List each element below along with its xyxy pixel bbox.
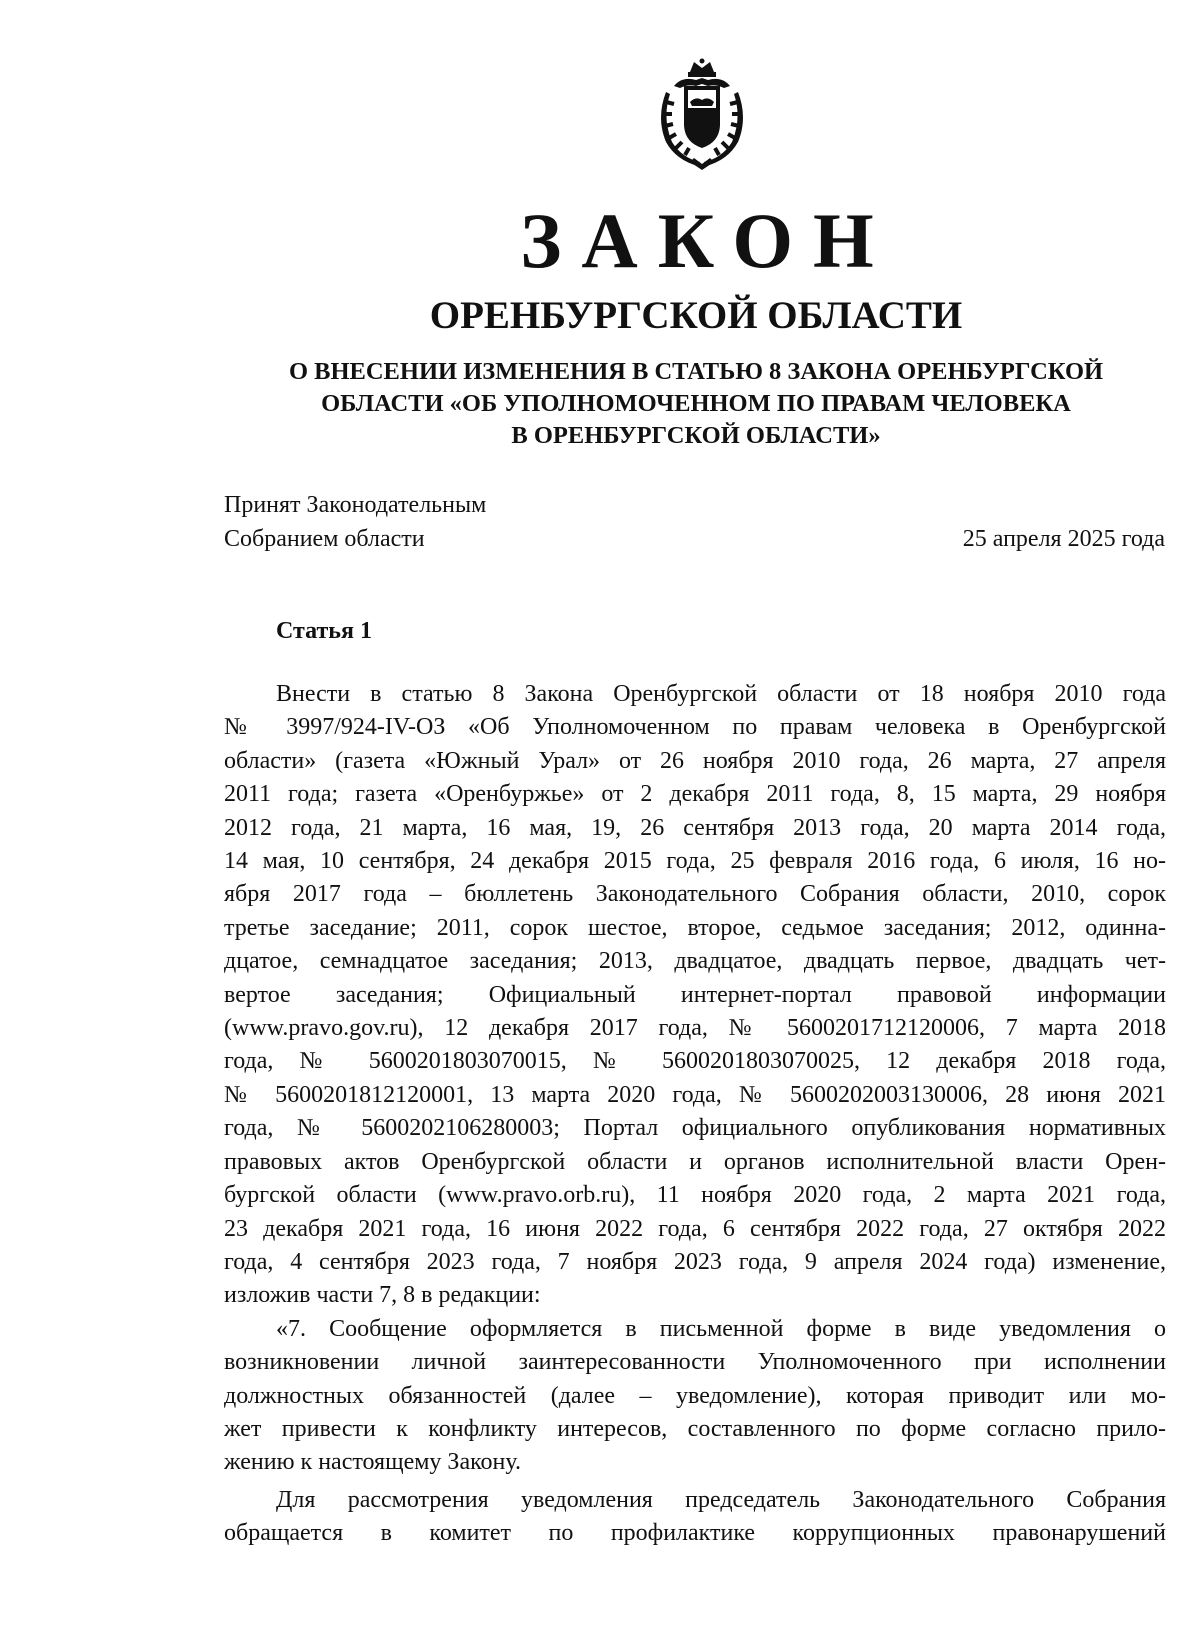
text-line: жению к настоящему Закону. xyxy=(224,1449,521,1476)
text-line: возникновении личной заинтересованности Уполномоченного при исполнении xyxy=(224,1349,1166,1376)
text-line: года, 4 сентября 2023 года, 7 ноября 2023 года, 9 апреля 2024 года) изменение, xyxy=(224,1248,1166,1275)
text-line: третье заседание; 2011, сорок шестое, второе, седьмое заседания; 2012, одинна- xyxy=(224,914,1166,941)
text-line: года, № 5600201803070015, № 5600201803070025, 12 декабря 2018 года, xyxy=(224,1048,1166,1075)
subject-line: ОБЛАСТИ «ОБ УПОЛНОМОЧЕННОМ ПО ПРАВАМ ЧЕЛОВЕКА xyxy=(321,390,1071,417)
text-line: № 3997/924-IV-ОЗ «Об Уполномоченном по правам человека в Оренбургской xyxy=(224,714,1166,741)
text-line: 2011 года; газета «Оренбуржье» от 2 декабря 2011 года, 8, 15 марта, 29 ноября xyxy=(224,781,1166,808)
text-line: должностных обязанностей (далее – уведомление), которая приводит или мо- xyxy=(224,1382,1166,1409)
adoption-line: Принят Законодательным xyxy=(224,492,487,518)
text-line: «7. Сообщение оформляется в письменной форме в виде уведомления о xyxy=(276,1315,1166,1342)
adoption-date: 25 апреля 2025 года xyxy=(962,526,1165,552)
text-line: вертое заседания; Официальный интернет-портал правовой информации xyxy=(224,981,1166,1008)
article-heading: Статья 1 xyxy=(276,618,372,644)
text-line: изложив части 7, 8 в редакции: xyxy=(224,1282,541,1309)
region-title: ОРЕНБУРГСКОЙ ОБЛАСТИ xyxy=(429,294,963,337)
text-line: правовых актов Оренбургской области и органов исполнительной власти Орен- xyxy=(224,1148,1166,1175)
law-subject xyxy=(214,356,1178,452)
adoption-line: Собранием области xyxy=(224,526,425,552)
text-line: 2012 года, 21 марта, 16 мая, 19, 26 сентября 2013 года, 20 марта 2014 года, xyxy=(224,814,1166,841)
paragraph-2 xyxy=(224,1313,1166,1480)
coat-of-arms-emblem xyxy=(652,58,752,172)
adoption-note xyxy=(224,488,486,556)
law-title: ЗАКОН xyxy=(520,197,894,284)
text-line: Внести в статью 8 Закона Оренбургской области от 18 ноября 2010 года xyxy=(276,681,1166,707)
paragraph-3 xyxy=(224,1484,1166,1551)
text-line: № 5600201812120001, 13 марта 2020 года, № 5600202003130006, 28 июня 2021 xyxy=(224,1081,1166,1108)
text-line: 23 декабря 2021 года, 16 июня 2022 года, 6 сентября 2022 года, 27 октября 2022 xyxy=(224,1215,1166,1242)
text-line: обращается в комитет по профилактике коррупционных правонарушений xyxy=(224,1520,1166,1547)
paragraph-1 xyxy=(224,678,1166,1313)
text-line: 14 мая, 10 сентября, 24 декабря 2015 года, 25 февраля 2016 года, 6 июля, 16 но- xyxy=(224,848,1166,875)
text-line: ября 2017 года – бюллетень Законодательного Собрания области, 2010, сорок xyxy=(224,881,1166,908)
text-line: дцатое, семнадцатое заседания; 2013, двадцатое, двадцать первое, двадцать чет- xyxy=(224,948,1166,975)
subject-line: О ВНЕСЕНИИ ИЗМЕНЕНИЯ В СТАТЬЮ 8 ЗАКОНА ОРЕНБУРГСКОЙ xyxy=(288,358,1104,385)
text-line: (www.pravo.gov.ru), 12 декабря 2017 года, № 5600201712120006, 7 марта 2018 xyxy=(224,1015,1166,1042)
text-line: бургской области (www.pravo.orb.ru), 11 ноября 2020 года, 2 марта 2021 года, xyxy=(224,1182,1166,1209)
text-line: года, № 5600202106280003; Портал официального опубликования нормативных xyxy=(224,1115,1166,1142)
text-line: области» (газета «Южный Урал» от 26 ноября 2010 года, 26 марта, 27 апреля xyxy=(224,747,1166,774)
subject-line: В ОРЕНБУРГСКОЙ ОБЛАСТИ» xyxy=(511,422,881,449)
article-body xyxy=(224,678,1166,1551)
text-line: Для рассмотрения уведомления председатель Законодательного Собрания xyxy=(276,1486,1166,1513)
text-line: жет привести к конфликту интересов, составленного по форме согласно прило- xyxy=(224,1415,1166,1442)
